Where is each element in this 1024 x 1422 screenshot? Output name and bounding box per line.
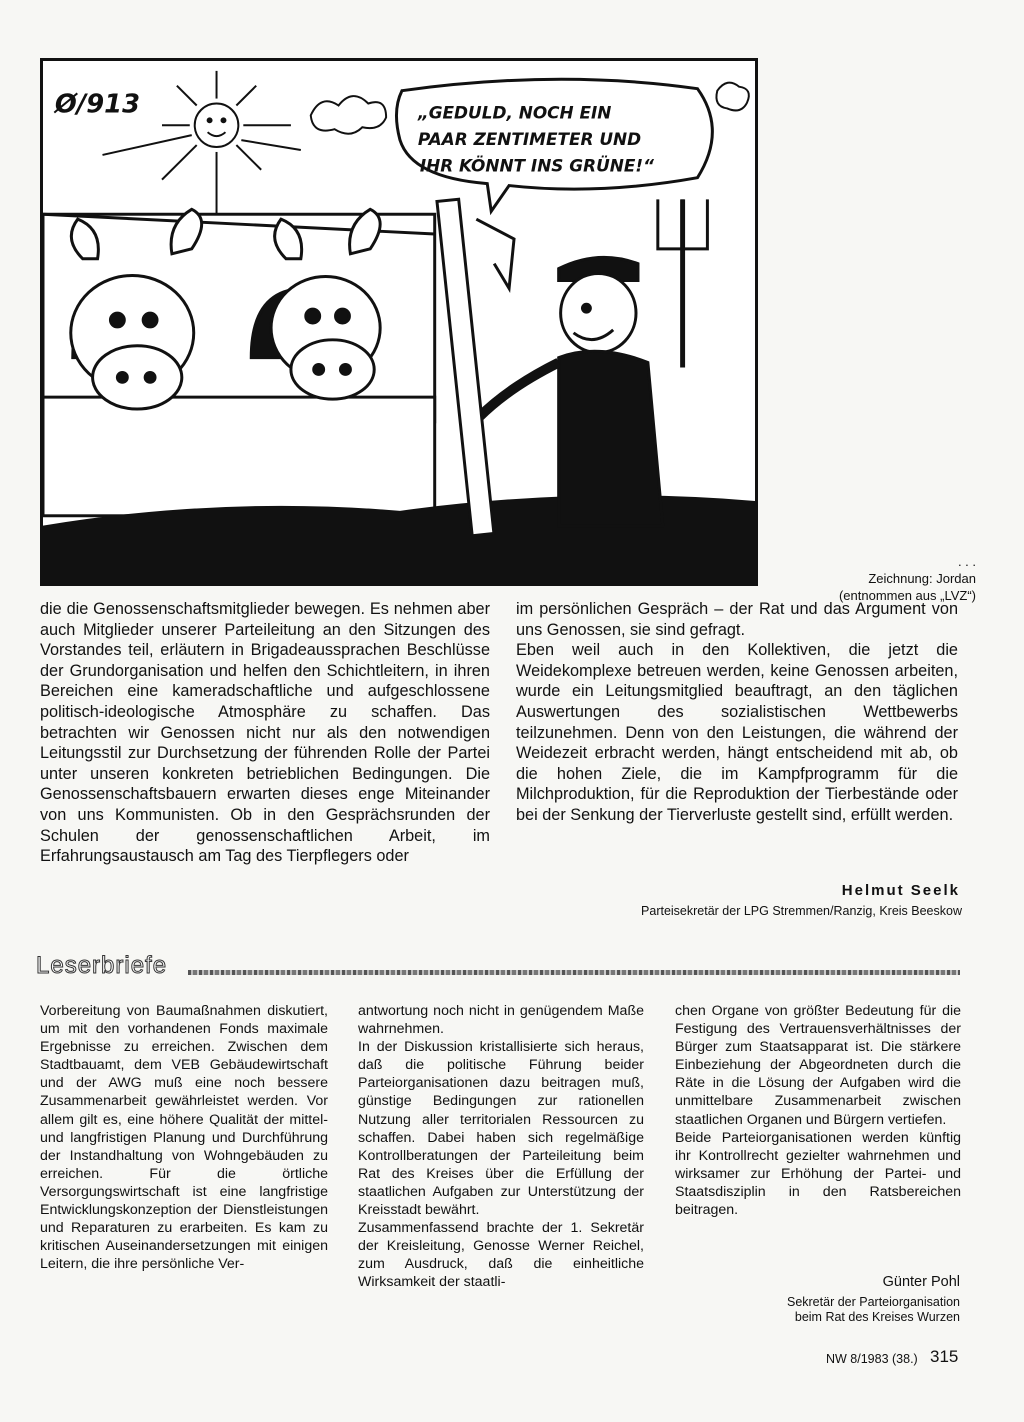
cartoon-signature: Ø/913 (54, 89, 141, 120)
article-column-2 (516, 599, 958, 826)
speech-line-2: PAAR ZENTIMETER UND (417, 129, 642, 150)
letters-author: Günter Pohl (882, 1274, 960, 1290)
article-paragraph: im persönlichen Gespräch – der Rat und das Argument von uns Genossen, sie sind gefragt. (516, 600, 958, 639)
letters-paragraph: Beide Parteiorganisationen werden künftig ihr Kontrollrecht gezielter wahrnehmen und wirksamer zur Erhöhung der Partei- und Staatsdisziplin in den Ratsbereichen beitragen. (675, 1129, 961, 1219)
credit-source: (entnommen aus „LVZ“) (838, 588, 976, 603)
letters-author-role-line-2: beim Rat des Kreises Wurzen (794, 1310, 960, 1324)
article-author: Helmut Seelk (841, 882, 960, 899)
section-title: Leserbriefe (36, 952, 168, 979)
article-author-role: Parteisekretär der LPG Stremmen/Ranzig, Kreis Beeskow (641, 904, 962, 918)
letters-paragraph: In der Diskussion kristallisierte sich heraus, daß die politische Führung beider Parteiorganisationen dazu beitragen muß, günstige Bedingungen zur rationellen Nutzung aller territorialen Ressourcen zu schaffen. Dabei haben sich regelmäßige Kontrollberatungen der Parteileitung beim Rat des Kreises über die Erfüllung der staatlichen Aufgaben zur Unterstützung der Kreisstadt bewährt. (358, 1039, 644, 1219)
section-divider (188, 970, 960, 975)
article-paragraph: Eben weil auch in den Kollektiven, die jetzt die Weidekomplexe betreuen werden, keine Genossen arbeiten, wurde ein Leitungsmitglied beauftragt, an den täglichen Auswertungen des sozialistischen Wettbewerbs teilzunehmen. Denn von den Leistungen, die während der Weidezeit erbracht werden, hängt entscheidend mit ab, ob die hohen Ziele, die im Kampfprogramm für die Milchproduktion, für die Reproduktion der Tierbestände oder bei der Senkung der Tierverluste gestellt sind, erfüllt werden. (516, 641, 958, 824)
journal-issue: NW 8/1983 (38.) (826, 1352, 918, 1366)
page-number: 315 (930, 1347, 959, 1366)
article-column-1 (40, 599, 490, 867)
letters-author-role-line-1: Sekretär der Parteiorganisation (786, 1295, 960, 1309)
illustration-credit (770, 553, 976, 604)
speech-line-1: „GEDULD, NOCH EIN (417, 102, 612, 123)
letters-paragraph: Vorbereitung von Baumaßnahmen diskutiert, um mit den vorhandenen Fonds maximale Ergebnisse zu erreichen. Zwischen dem Stadtbauamt, dem VEB Gebäudewirtschaft und der AWG muß eine noch bessere Zusammenarbeit gewährleistet werden. Vor allem gilt es, eine höhere Qualität der mittel- und langfristigen Planung und Durchführung der Instandhaltung von Wohngebäuden zu erreichen. Für die örtliche Versorgungswirtschaft ist eine langfristige Entwicklungskonzeption der Dienstleistungen und Reparaturen zu erarbeiten. Es kam zu kritischen Auseinandersetzungen mit einigen Leitern, die ihre persönliche Ver- (40, 1003, 328, 1273)
letters-column-1 (40, 1002, 328, 1273)
credit-dots: . . . (957, 554, 976, 569)
letters-author-role (700, 1295, 960, 1325)
cartoon-illustration (40, 58, 758, 586)
letters-paragraph: chen Organe von größter Bedeutung für die Festigung des Vertrauensverhältnisses der Bürger zum Staatsapparat ist. Die stärkere Einbeziehung der Abgeordneten durch die Räte in die Lösung der Aufgaben wird die unmittelbare Zusammenarbeit zwischen staatlichen Organen und Bürgern vertiefen. (675, 1003, 961, 1128)
credit-artist: Zeichnung: Jordan (868, 571, 976, 586)
article-paragraph: die die Genossenschaftsmitglieder bewegen. Es nehmen aber auch Mitglieder unserer Parteileitung an den Sitzungen des Vorstandes teil, erläutern in Brigadeaussprachen Beschlüsse der Grundorganisation und helfen den Schichtleitern, in ihren Bereichen eine kameradschaftliche und aufgeschlossene politisch-ideologische Atmosphäre zu schaffen. Das betrachten wir Genossen nicht nur als den notwendigen Leitungsstil zur Durchsetzung der führenden Rolle der Partei unter unseren konkreten betrieblichen Bedingungen. Die Genossenschaftsbauern erwarten dieses enge Miteinander von uns Kommunisten. Ob in den Gesprächsrunden der Schulen der genossenschaftlichen Arbeit, im Erfahrungsaustausch am Tag des Tierpflegers oder (40, 600, 490, 866)
speech-line-3: IHR KÖNNT INS GRÜNE!“ (419, 155, 654, 176)
letters-paragraph: antwortung noch nicht in genügendem Maße wahrnehmen. (358, 1003, 644, 1038)
cartoon-drawing (43, 61, 755, 583)
letters-column-3 (675, 1002, 961, 1219)
letters-paragraph: Zusammenfassend brachte der 1. Sekretär der Kreisleitung, Genosse Werner Reichel, zum Ausdruck, daß die einheitliche Wirksamkeit der staatli- (358, 1220, 644, 1291)
letters-column-2 (358, 1002, 644, 1292)
